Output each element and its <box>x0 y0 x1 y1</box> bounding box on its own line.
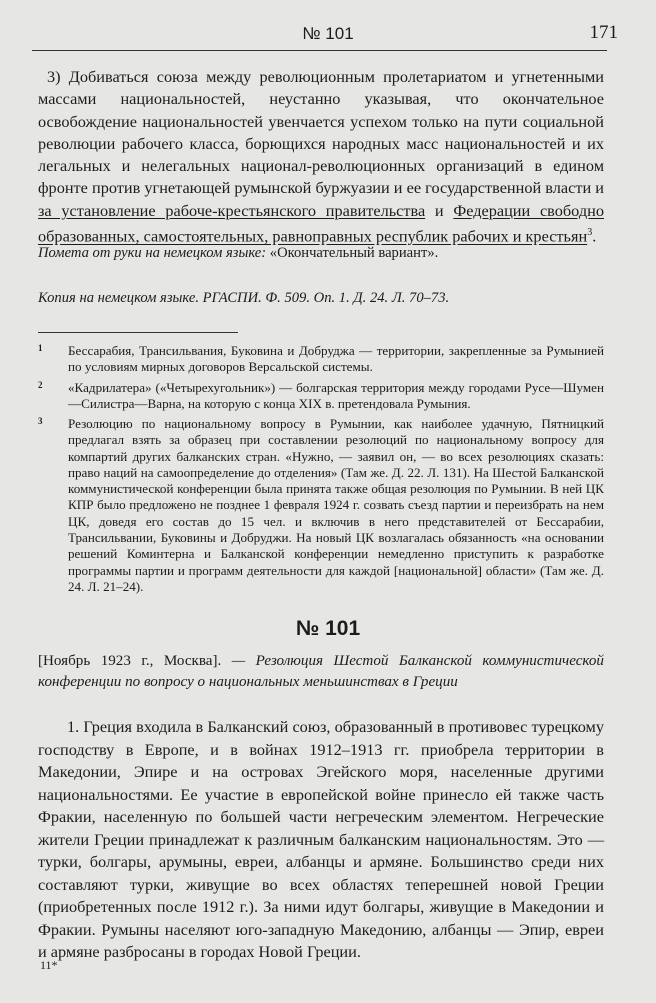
footnote-text: «Кадрилатера» («Четырехугольник») — болгарская территория между городами Русе—Шумен—Силистра—Варна, на которую с конца XIX в. претендовала Румыния. <box>68 380 604 412</box>
handwritten-note <box>38 245 604 262</box>
main-paragraph <box>38 66 604 248</box>
running-head-title: № 101 <box>302 24 354 43</box>
section-1-paragraph: 1. Греция входила в Балканский союз, образованный в противовес турецкому господству в Европе, и в войнах 1912–1913 гг. приобрела территории в Македонии, Эпире и на островах Эгейского моря, населенные другими национальностями. Ее участие в европейской войне принесло ей также часть Фракии, населенную по большей части негреческим элементом. Негреческие жители Греции принадлежат к различным балканским национальностям. Это — турки, болгары, арумыны, евреи, албанцы и армяне. Большинство среди них составляют турки, живущие во всех областях теперешней новой Греции (приобретенных после 1912 г.). За ними идут болгары, живущие в Македонии и Фракии. Румыны населяют юго-западную Македонию, албанцы — Эпир, евреи и армяне разбросаны в городах Новой Греции. <box>38 717 604 961</box>
signature-mark: 11* <box>40 958 58 972</box>
archive-reference: Копия на немецком языке. РГАСПИ. Ф. 509. Оп. 1. Д. 24. Л. 70–73. <box>38 290 450 306</box>
header-rule <box>32 50 607 51</box>
main-paragraph-end: . <box>592 226 597 246</box>
page-number: 171 <box>589 22 618 43</box>
document-date-place: [Ноябрь 1923 г., Москва]. <box>38 653 222 669</box>
document-number: № 101 <box>295 617 361 640</box>
document-title <box>38 651 604 692</box>
footnote-divider <box>38 332 238 333</box>
main-paragraph-text: 3) Добиваться союза между революционным пролетариатом и угнетенными массами национальностей, неустанно указывая, что окончательное освобождение национальностей увенчается успехом только на пути социальной революции рабочего класса, борющихся народных масс национальностей и их легальных и нелегальных национал-революционных организаций в едином фронте против угнетающей румынской буржуазии и ее государственной власти и <box>38 67 604 198</box>
underlined-phrase-federation: Федерации свободно образованных, самостоятельных, равноправных республик рабочих и крестьян <box>38 200 604 246</box>
handwritten-note-text: «Окончательный вариант». <box>266 245 439 261</box>
footnote-number: 2 <box>38 380 43 390</box>
running-head <box>0 22 656 48</box>
footnote-ref: 3 <box>587 227 593 239</box>
footnote-text: Бессарабия, Трансильвания, Буковина и Добруджа — территории, закрепленные за Румынией по условиям мирных договоров Версальской системы. <box>68 343 604 375</box>
footnote-text: Резолюцию по национальному вопросу в Румынии, как наиболее удачную, Пятницкий предлагал взять за образец при составлении резолюций по национальному вопросу для компартий других балканских стран. «Нужно, — заявил он, — во всех резолюциях сказать: право наций на самоопределение до отделения» (Там же. Д. 22. Л. 131). На Шестой Балканской коммунистической конференции была принята также общая резолюция по Румынии. В ней ЦК КПР было предложено не позднее 1 февраля 1924 г. созвать съезд партии и переизбрать на нем ЦК, доведя его состав до 15 чел. и включив в него представителей от Бессарабии, Трансильвании, Буковины и Добруджи. На новый ЦК возлагалась обязанность «на основании решений Коминтерна и Балканской конференции немедленно приступить к разработке программы партии и программ деятельности для каждой [национальной] области» (Там же. Д. 24. Л. 21–24). <box>68 416 604 594</box>
handwritten-note-label: Помета от руки на немецком языке: <box>38 245 267 261</box>
footnote-number: 1 <box>38 343 43 353</box>
footnote-3 <box>38 416 604 595</box>
footnote-number: 3 <box>38 416 43 426</box>
footnote-2 <box>38 380 604 413</box>
document-title-text: — Резолюция Шестой Балканской коммунистической конференции по вопросу о национальных меньшинствах в Греции <box>38 653 604 690</box>
underlined-phrase-government: за установление рабоче-крестьянского правительства <box>38 200 426 220</box>
footnote-1 <box>38 343 604 376</box>
main-paragraph-conjunction: и <box>425 200 454 220</box>
